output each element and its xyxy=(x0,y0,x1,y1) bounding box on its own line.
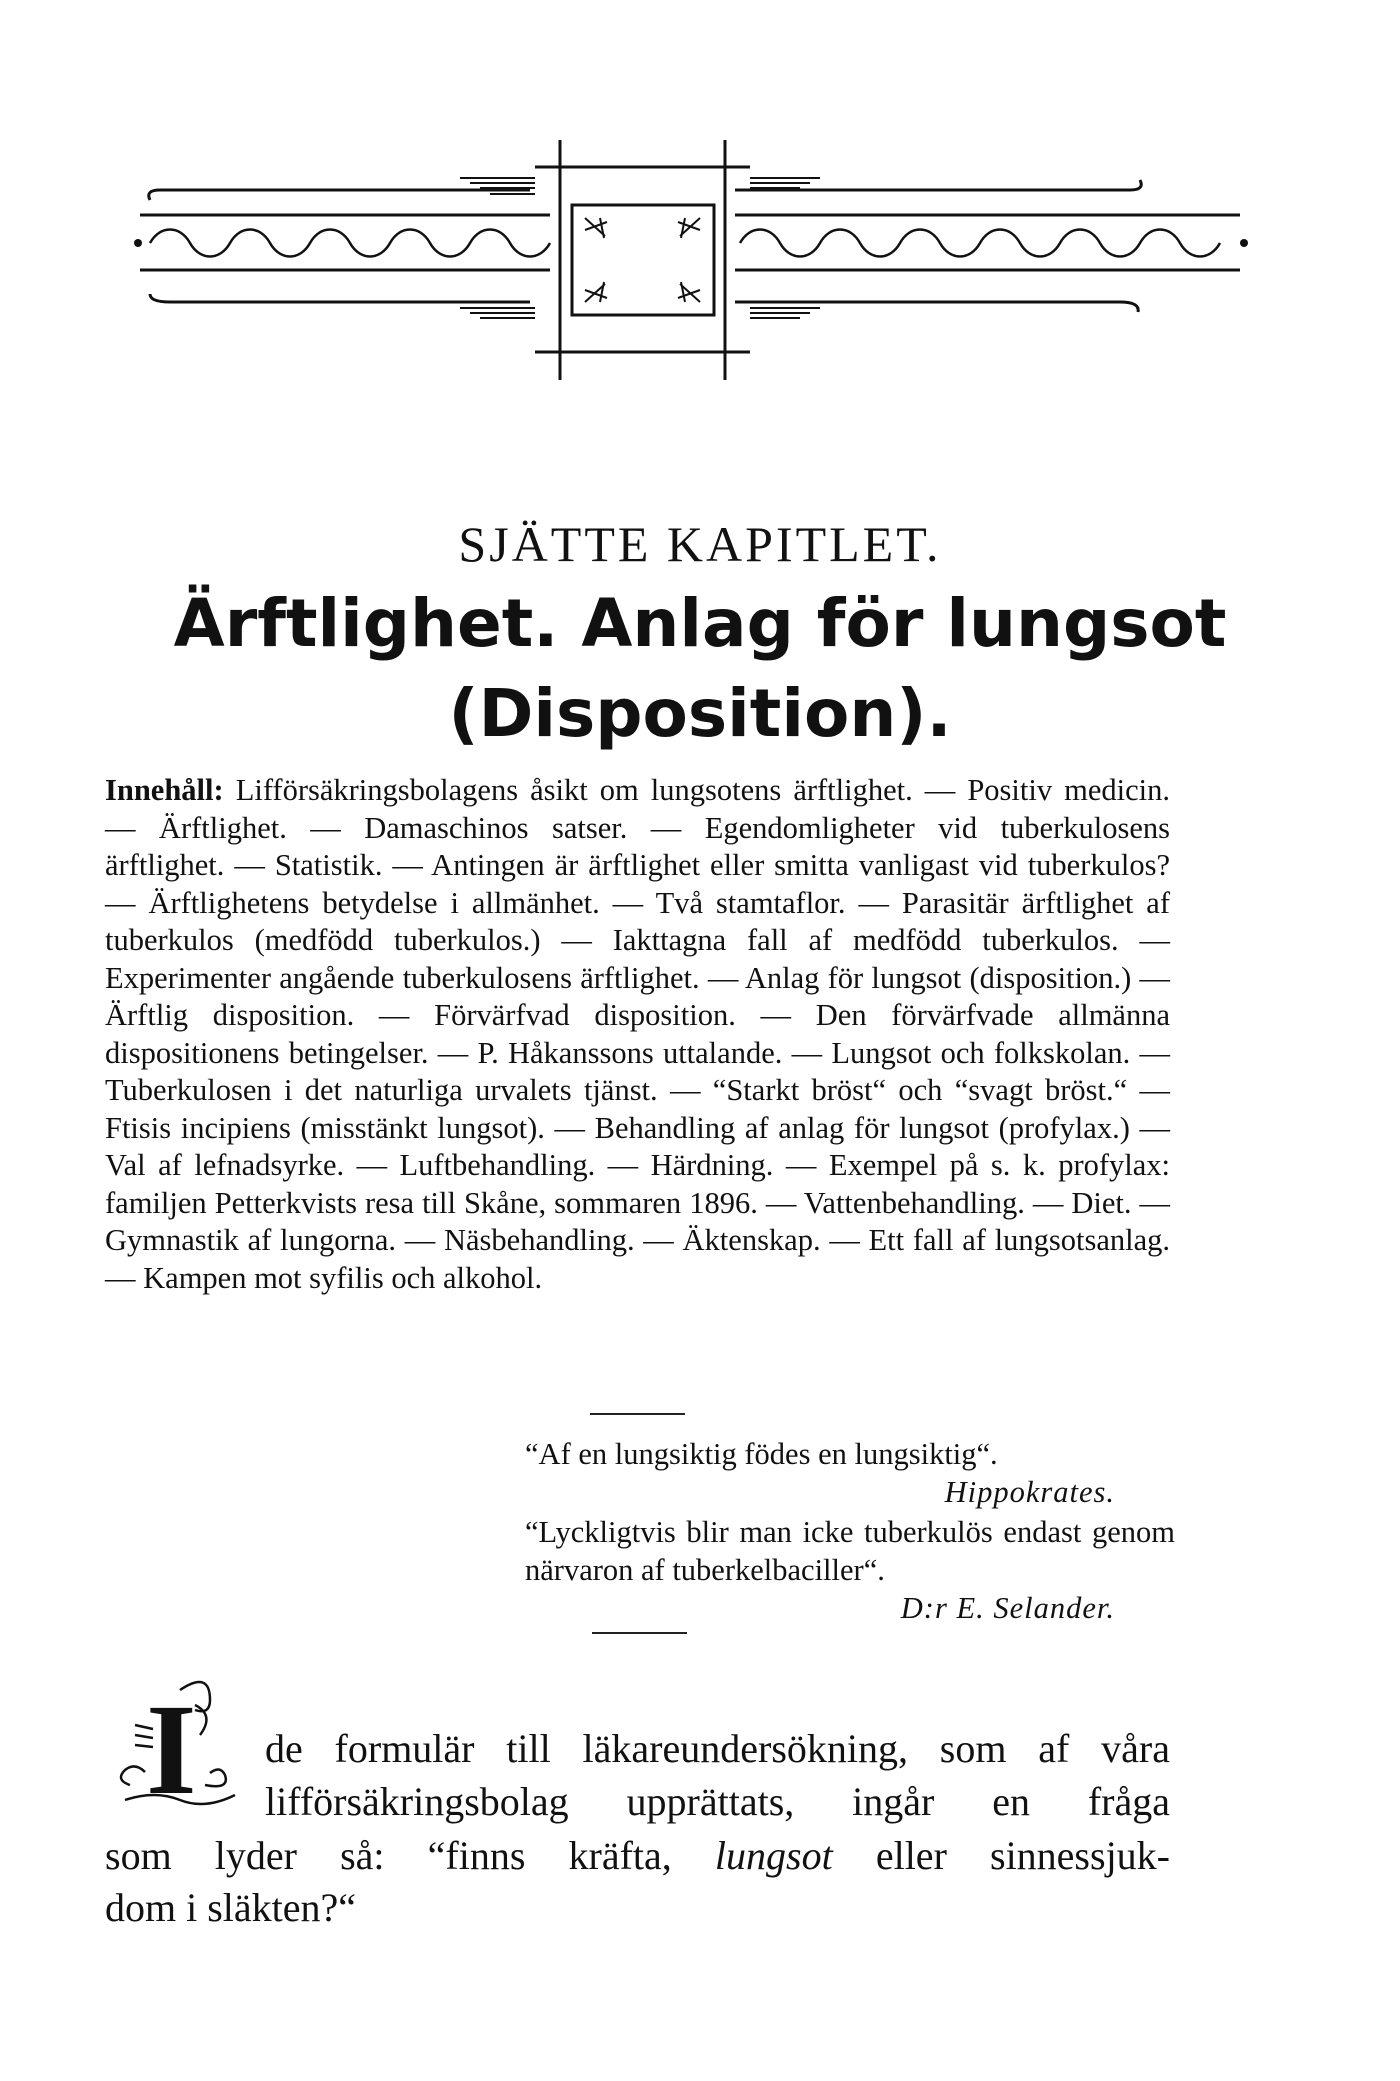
intro-paragraph xyxy=(105,1830,1170,1934)
contents-label: Innehåll: xyxy=(105,773,224,807)
epigraphs xyxy=(525,1435,1175,1629)
dropcap-letter: I xyxy=(146,1678,197,1815)
chapter-heading: SJÄTTE KAPITLET. xyxy=(458,516,942,572)
dropcap-initial xyxy=(110,1665,260,1815)
chapter-ornament xyxy=(130,130,1250,390)
intro-line-1: de formulär till läkareundersökning, som af våra xyxy=(265,1726,1170,1771)
intro-emphasis: lungsot xyxy=(714,1833,833,1878)
chapter-subtitle: (Disposition). xyxy=(448,675,952,752)
epigraph-quote: “Af en lungsiktig födes en lungsiktig“. xyxy=(525,1437,998,1471)
intro-line-2: lifförsäkringsbolag upprättats, ingår en fråga xyxy=(265,1779,1170,1824)
intro-line-4: dom i släkten?“ xyxy=(105,1885,357,1930)
epigraph-quote: “Lyckligtvis blir man icke tuberkulös endast genom närvaron af tuberkelbaciller“. xyxy=(525,1515,1175,1587)
intro-text: eller sinnessjuk- xyxy=(875,1833,1170,1878)
intro-text: som lyder så: “finns kräfta, xyxy=(105,1833,672,1878)
epigraph-author: D:r E. Selander. xyxy=(900,1591,1115,1625)
intro-line-3 xyxy=(105,1830,1170,1882)
table-of-contents xyxy=(105,772,1170,1297)
contents-text: Lifförsäkringsbolagens åsikt om lungsotens ärftlighet. — Positiv medicin. — Ärftlighet. — Damaschinos satser. — Egendomligheter vid tuberkulosens ärftlighet. — Statistik. — Antingen är ärftlighet eller smitta vanligast vid tuberkulos? — Ärftlighetens betydelse i allmänhet. — Två stamtaflor. — Parasitär ärftlighet af tuberkulos (medfödd tuberkulos.) — Iakttagna fall af medfödd tuberkulos. — Experimenter angående tuberkulosens ärftlighet. — Anlag för lungsot (disposition.) — Ärftlig disposition. — Förvärfvad disposition. — Den förvärfvade allmänna dispositionens betingelser. — P. Håkanssons uttalande. — Lungsot och folkskolan. — Tuberkulosen i det naturliga urvalets tjänst. — “Starkt bröst“ och “svagt bröst.“ — Ftisis incipiens (misstänkt lungsot). — Behandling af anlag för lungsot (profylax.) — Val af lefnadsyrke. — Luftbehandling. — Härdning. — Exempel på s. k. profylax: familjen Petterkvists resa till Skåne, sommaren 1896. — Vattenbehandling. — Diet. — Gymnastik af lungorna. — Näsbehandling. — Äktenskap. — Ett fall af lungsotsanlag. — Kampen mot syfilis och alkohol. xyxy=(105,773,1171,1295)
chapter-title: Ärftlighet. Anlag för lungsot xyxy=(173,585,1227,662)
divider-top xyxy=(590,1413,685,1415)
epigraph-author: Hippokrates. xyxy=(944,1475,1115,1509)
divider-bottom xyxy=(592,1632,687,1634)
